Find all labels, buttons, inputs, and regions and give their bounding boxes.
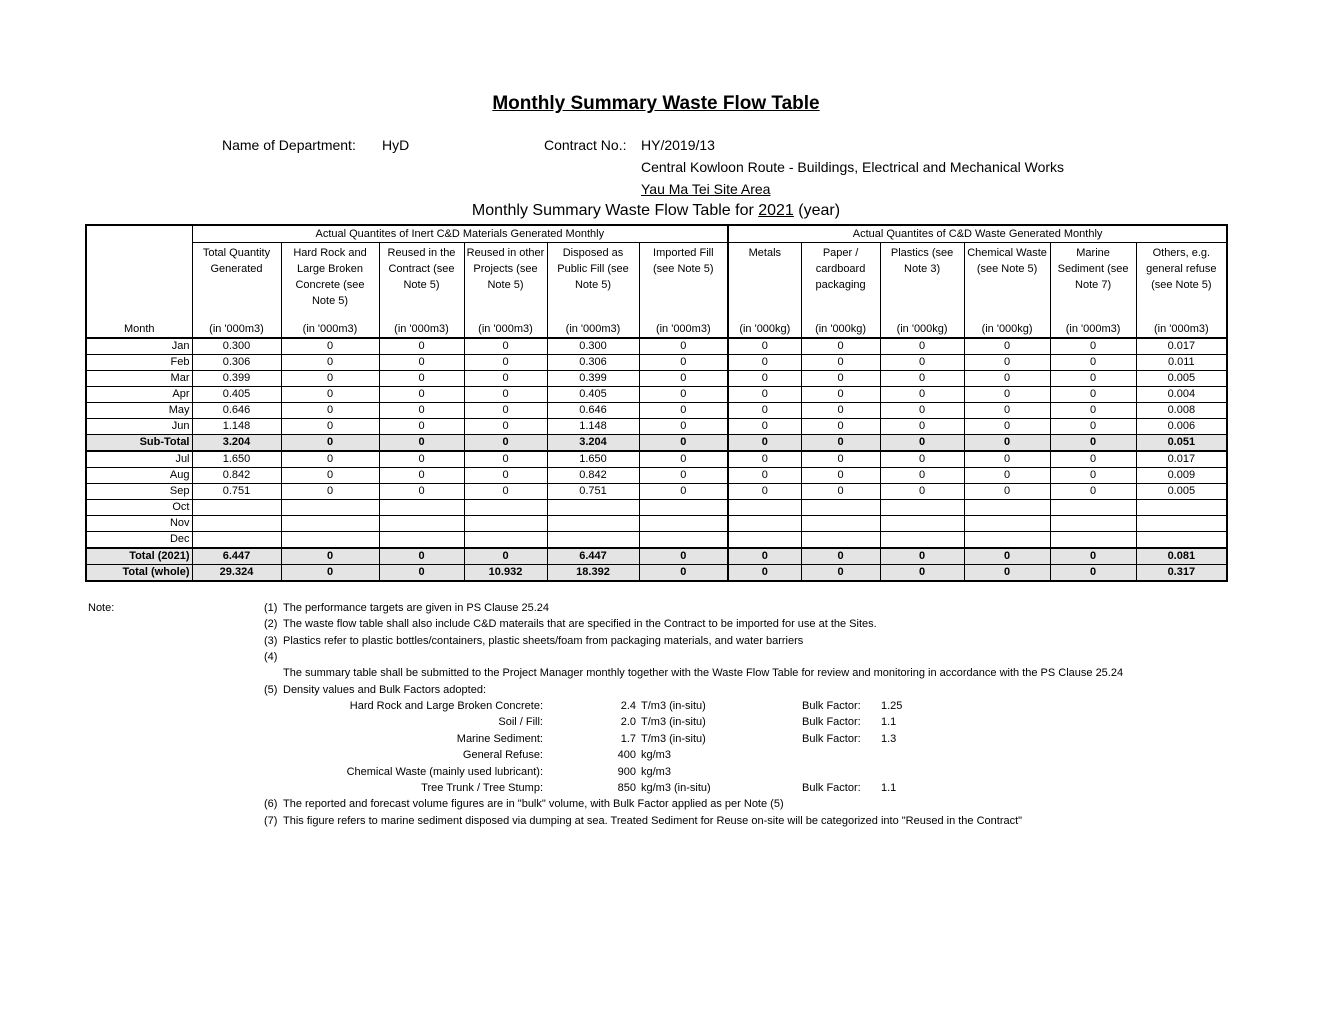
table-cell: 0 xyxy=(801,355,880,371)
table-cell: 0 xyxy=(964,371,1050,387)
subtitle-prefix: Monthly Summary Waste Flow Table for xyxy=(471,202,759,219)
table-cell: 0 xyxy=(880,435,964,452)
note-label: Note: xyxy=(88,602,115,614)
table-cell: 0 xyxy=(639,468,728,484)
table-cell: 0 xyxy=(379,419,464,435)
column-header: Imported Fill (see Note 5) xyxy=(639,243,728,322)
table-cell xyxy=(192,532,281,549)
table-row xyxy=(86,338,1227,355)
table-cell xyxy=(964,532,1050,549)
column-unit: (in '000m3) xyxy=(192,321,281,338)
table-row xyxy=(86,532,1227,549)
table-cell xyxy=(192,500,281,516)
table-cell: 0 xyxy=(964,338,1050,355)
table-cell xyxy=(281,516,379,532)
table-row xyxy=(86,548,1227,565)
group-waste-header: Actual Quantites of C&D Waste Generated Monthly xyxy=(728,225,1227,243)
table-cell: 0 xyxy=(464,355,547,371)
table-cell: 0 xyxy=(281,548,379,565)
table-cell: 0 xyxy=(281,565,379,582)
table-cell: 0 xyxy=(880,565,964,582)
table-cell: 0.005 xyxy=(1136,371,1227,387)
subtitle-year: 2021 xyxy=(758,202,794,219)
table-cell: 0.009 xyxy=(1136,468,1227,484)
table-cell: 0 xyxy=(379,468,464,484)
table-cell: 0 xyxy=(464,403,547,419)
table-cell: 1.148 xyxy=(192,419,281,435)
table-subtitle xyxy=(0,202,1312,220)
month-cell: Apr xyxy=(86,387,192,403)
table-cell: 18.392 xyxy=(547,565,639,582)
table-cell xyxy=(964,500,1050,516)
table-cell: 0 xyxy=(801,548,880,565)
table-cell: 0 xyxy=(728,565,801,582)
bulk-factor-value: 1.3 xyxy=(881,732,897,745)
table-row xyxy=(86,516,1227,532)
table-cell xyxy=(192,516,281,532)
column-header-row xyxy=(86,243,1227,322)
column-header: Reused in other Projects (see Note 5) xyxy=(464,243,547,322)
department-label: Name of Department: xyxy=(222,137,356,153)
table-row xyxy=(86,468,1227,484)
table-cell xyxy=(1050,532,1136,549)
table-cell xyxy=(547,500,639,516)
page-title: Monthly Summary Waste Flow Table xyxy=(492,93,820,114)
table-cell: 0 xyxy=(379,403,464,419)
table-cell xyxy=(379,532,464,549)
column-unit: (in '000m3) xyxy=(379,321,464,338)
month-cell: Oct xyxy=(86,500,192,516)
table-cell: 0 xyxy=(281,468,379,484)
site-line: Yau Ma Tei Site Area xyxy=(641,181,771,197)
table-cell: 0.008 xyxy=(1136,403,1227,419)
table-row xyxy=(86,565,1227,582)
month-cell: Jan xyxy=(86,338,192,355)
column-header: Plastics (see Note 3) xyxy=(880,243,964,322)
table-cell: 0 xyxy=(964,435,1050,452)
table-cell xyxy=(1050,500,1136,516)
note-1-text: The performance targets are given in PS Clause 25.24 xyxy=(283,602,549,614)
table-cell: 0 xyxy=(464,484,547,500)
group-inert-header: Actual Quantites of Inert C&D Materials Generated Monthly xyxy=(192,225,728,243)
table-cell: 0 xyxy=(464,435,547,452)
table-cell: 0 xyxy=(728,435,801,452)
table-row xyxy=(86,419,1227,435)
note-2-text: The waste flow table shall also include C&D materails that are specified in the Contract to be imported for use at the Sites. xyxy=(283,618,877,630)
table-cell: 0 xyxy=(964,451,1050,468)
density-material: General Refuse: xyxy=(462,749,543,762)
table-cell: 0 xyxy=(639,548,728,565)
month-header-cell xyxy=(86,225,192,338)
table-cell: 0.017 xyxy=(1136,451,1227,468)
table-cell: 0 xyxy=(801,419,880,435)
table-cell xyxy=(547,532,639,549)
table-cell: 0 xyxy=(281,419,379,435)
contract-label: Contract No.: xyxy=(544,137,627,153)
note-3-text: Plastics refer to plastic bottles/containers, plastic sheets/foam from packaging materials, and water barriers xyxy=(283,635,804,647)
table-cell: 0 xyxy=(379,451,464,468)
table-row xyxy=(86,371,1227,387)
note-5-text: Density values and Bulk Factors adopted: xyxy=(283,684,487,696)
table-cell: 0 xyxy=(281,387,379,403)
month-cell: Aug xyxy=(86,468,192,484)
column-header: Hard Rock and Large Broken Concrete (see Note 5) xyxy=(281,243,379,322)
table-cell: 0 xyxy=(1050,468,1136,484)
table-cell: 0 xyxy=(379,565,464,582)
subtitle-suffix: (year) xyxy=(793,202,841,219)
table-cell xyxy=(639,500,728,516)
month-cell: Total (whole) xyxy=(86,565,192,582)
bulk-factor-value: 1.1 xyxy=(881,716,897,729)
table-cell xyxy=(880,500,964,516)
density-value: 850 xyxy=(617,782,636,794)
table-cell: 29.324 xyxy=(192,565,281,582)
note-5-number: (5) xyxy=(264,684,278,696)
table-cell: 0 xyxy=(728,387,801,403)
column-header: Metals xyxy=(728,243,801,322)
table-cell: 0 xyxy=(379,484,464,500)
column-unit: (in '000kg) xyxy=(964,321,1050,338)
month-cell: Sep xyxy=(86,484,192,500)
density-material: Tree Trunk / Tree Stump: xyxy=(421,782,543,794)
table-cell: 0 xyxy=(639,451,728,468)
table-cell: 6.447 xyxy=(547,548,639,565)
table-cell: 1.650 xyxy=(192,451,281,468)
table-cell xyxy=(464,516,547,532)
month-cell: May xyxy=(86,403,192,419)
note-6-text: The reported and forecast volume figures are in "bulk" volume, with Bulk Factor applied as per Note (5) xyxy=(283,798,784,810)
month-cell: Jun xyxy=(86,419,192,435)
table-cell: 6.447 xyxy=(192,548,281,565)
table-cell: 0 xyxy=(639,403,728,419)
table-cell: 0.405 xyxy=(192,387,281,403)
density-unit: T/m3 (in-situ) xyxy=(641,732,706,745)
table-cell: 3.204 xyxy=(192,435,281,452)
table-cell xyxy=(1050,516,1136,532)
column-unit: (in '000m3) xyxy=(639,321,728,338)
month-cell: Total (2021) xyxy=(86,548,192,565)
table-cell: 0 xyxy=(281,355,379,371)
bulk-factor-value: 1.25 xyxy=(881,700,903,712)
table-cell: 0 xyxy=(880,468,964,484)
table-cell: 0 xyxy=(728,419,801,435)
bulk-factor-label: Bulk Factor: xyxy=(802,716,861,729)
density-material: Hard Rock and Large Broken Concrete: xyxy=(349,700,543,712)
table-row xyxy=(86,484,1227,500)
table-cell: 0.005 xyxy=(1136,484,1227,500)
project-line: Central Kowloon Route - Buildings, Electrical and Mechanical Works xyxy=(641,159,1065,175)
table-cell: 0 xyxy=(379,338,464,355)
table-cell: 0 xyxy=(1050,451,1136,468)
table-cell: 0.081 xyxy=(1136,548,1227,565)
table-cell: 0 xyxy=(281,451,379,468)
table-cell xyxy=(1136,500,1227,516)
table-cell: 0 xyxy=(281,435,379,452)
column-unit: (in '000m3) xyxy=(547,321,639,338)
table-cell xyxy=(1136,516,1227,532)
table-cell: 0 xyxy=(880,451,964,468)
table-cell: 0 xyxy=(801,451,880,468)
month-cell: Mar xyxy=(86,371,192,387)
table-cell: 0 xyxy=(880,387,964,403)
table-row xyxy=(86,451,1227,468)
month-cell: Feb xyxy=(86,355,192,371)
table-cell: 0.017 xyxy=(1136,338,1227,355)
table-cell: 0.751 xyxy=(192,484,281,500)
table-cell: 0 xyxy=(728,468,801,484)
table-cell: 3.204 xyxy=(547,435,639,452)
department-value: HyD xyxy=(382,137,410,153)
table-cell: 0 xyxy=(728,548,801,565)
table-cell: 1.650 xyxy=(547,451,639,468)
table-cell: 0 xyxy=(801,338,880,355)
table-cell: 1.148 xyxy=(547,419,639,435)
table-cell: 0 xyxy=(801,435,880,452)
note-2-number: (2) xyxy=(264,618,278,630)
density-unit: T/m3 (in-situ) xyxy=(641,700,706,712)
table-cell: 0 xyxy=(801,484,880,500)
table-cell xyxy=(801,532,880,549)
table-cell: 0.646 xyxy=(192,403,281,419)
density-value: 900 xyxy=(617,765,636,778)
column-header: Marine Sediment (see Note 7) xyxy=(1050,243,1136,322)
note-7-number: (7) xyxy=(264,815,278,827)
bulk-factor-label: Bulk Factor: xyxy=(802,782,861,794)
table-cell: 0.405 xyxy=(547,387,639,403)
table-cell: 0 xyxy=(379,371,464,387)
table-cell: 0 xyxy=(880,548,964,565)
density-value: 400 xyxy=(617,749,636,762)
table-cell xyxy=(639,516,728,532)
month-cell: Sub-Total xyxy=(86,435,192,452)
column-header: Chemical Waste (see Note 5) xyxy=(964,243,1050,322)
table-cell: 0.317 xyxy=(1136,565,1227,582)
table-cell: 0 xyxy=(464,419,547,435)
table-cell: 0.051 xyxy=(1136,435,1227,452)
table-cell: 0 xyxy=(801,403,880,419)
column-header: Others, e.g. general refuse (see Note 5) xyxy=(1136,243,1227,322)
table-cell: 0 xyxy=(880,355,964,371)
table-cell: 0 xyxy=(464,338,547,355)
note-1-number: (1) xyxy=(264,602,278,614)
note-6-number: (6) xyxy=(264,798,278,810)
table-cell: 0.399 xyxy=(192,371,281,387)
table-cell: 0 xyxy=(1050,419,1136,435)
table-cell: 0 xyxy=(801,468,880,484)
column-unit: (in '000kg) xyxy=(880,321,964,338)
table-cell: 0 xyxy=(1050,548,1136,565)
column-unit: (in '000m3) xyxy=(1136,321,1227,338)
table-cell: 0 xyxy=(1050,565,1136,582)
table-cell xyxy=(379,516,464,532)
table-row xyxy=(86,435,1227,452)
density-unit: kg/m3 xyxy=(641,749,671,762)
table-cell: 0 xyxy=(464,371,547,387)
table-cell: 0 xyxy=(964,403,1050,419)
table-cell: 0 xyxy=(281,338,379,355)
table-cell: 0 xyxy=(639,338,728,355)
density-unit: T/m3 (in-situ) xyxy=(641,716,706,729)
table-cell: 0.842 xyxy=(547,468,639,484)
column-unit: (in '000m3) xyxy=(1050,321,1136,338)
table-cell: 0 xyxy=(964,355,1050,371)
table-cell: 0 xyxy=(281,484,379,500)
table-cell: 0 xyxy=(880,403,964,419)
column-header: Paper / cardboard packaging xyxy=(801,243,880,322)
table-cell xyxy=(281,532,379,549)
table-row xyxy=(86,500,1227,516)
density-unit: kg/m3 (in-situ) xyxy=(641,782,711,794)
table-cell: 0 xyxy=(1050,387,1136,403)
table-cell: 0.004 xyxy=(1136,387,1227,403)
table-cell xyxy=(728,516,801,532)
column-unit: (in '000m3) xyxy=(281,321,379,338)
table-cell: 0.842 xyxy=(192,468,281,484)
bulk-factor-value: 1.1 xyxy=(881,782,897,794)
table-cell: 0 xyxy=(964,484,1050,500)
table-cell: 0 xyxy=(464,387,547,403)
table-cell: 0 xyxy=(1050,435,1136,452)
table-cell: 0 xyxy=(639,387,728,403)
table-cell: 0 xyxy=(880,338,964,355)
column-header: Disposed as Public Fill (see Note 5) xyxy=(547,243,639,322)
table-row xyxy=(86,355,1227,371)
table-cell: 0 xyxy=(728,338,801,355)
table-cell: 0.306 xyxy=(192,355,281,371)
table-cell: 0 xyxy=(1050,484,1136,500)
table-cell: 0 xyxy=(728,403,801,419)
column-header: Reused in the Contract (see Note 5) xyxy=(379,243,464,322)
column-unit: (in '000m3) xyxy=(464,321,547,338)
table-cell: 0 xyxy=(639,484,728,500)
table-row xyxy=(86,387,1227,403)
table-cell: 0 xyxy=(639,371,728,387)
table-cell: 0 xyxy=(379,548,464,565)
table-cell xyxy=(728,532,801,549)
table-cell xyxy=(379,500,464,516)
table-cell: 0.306 xyxy=(547,355,639,371)
table-cell: 0 xyxy=(964,387,1050,403)
density-material: Chemical Waste (mainly used lubricant): xyxy=(346,765,543,778)
table-cell xyxy=(464,532,547,549)
table-cell xyxy=(880,532,964,549)
waste-flow-table xyxy=(85,224,1228,582)
note-4-number: (4) xyxy=(264,651,278,663)
table-cell: 10.932 xyxy=(464,565,547,582)
density-material: Marine Sediment: xyxy=(456,732,543,745)
density-material: Soil / Fill: xyxy=(498,716,543,729)
table-cell: 0 xyxy=(639,435,728,452)
note-3-number: (3) xyxy=(264,635,278,647)
table-cell: 0.399 xyxy=(547,371,639,387)
table-cell xyxy=(1136,532,1227,549)
table-cell: 0 xyxy=(964,565,1050,582)
table-cell: 0 xyxy=(281,371,379,387)
column-header: Total Quantity Generated xyxy=(192,243,281,322)
month-cell: Jul xyxy=(86,451,192,468)
table-cell: 0 xyxy=(639,355,728,371)
unit-row xyxy=(86,321,1227,338)
table-cell: 0 xyxy=(281,403,379,419)
table-cell: 0 xyxy=(1050,371,1136,387)
table-cell: 0.751 xyxy=(547,484,639,500)
table-cell xyxy=(547,516,639,532)
table-cell: 0 xyxy=(728,371,801,387)
table-cell: 0 xyxy=(379,355,464,371)
table-cell: 0 xyxy=(639,565,728,582)
table-cell: 0 xyxy=(964,468,1050,484)
table-cell: 0.300 xyxy=(547,338,639,355)
table-cell: 0 xyxy=(1050,403,1136,419)
table-cell: 0.300 xyxy=(192,338,281,355)
table-cell: 0 xyxy=(464,548,547,565)
table-cell xyxy=(464,500,547,516)
table-cell xyxy=(801,516,880,532)
table-cell: 0 xyxy=(964,419,1050,435)
month-header: Month xyxy=(123,323,155,335)
table-cell: 0 xyxy=(801,371,880,387)
table-cell xyxy=(728,500,801,516)
table-cell xyxy=(639,532,728,549)
table-cell: 0.646 xyxy=(547,403,639,419)
bulk-factor-label: Bulk Factor: xyxy=(802,732,861,745)
column-unit: (in '000kg) xyxy=(801,321,880,338)
table-cell: 0 xyxy=(728,484,801,500)
table-cell: 0 xyxy=(639,419,728,435)
density-unit: kg/m3 xyxy=(641,765,671,778)
month-cell: Nov xyxy=(86,516,192,532)
bulk-factor-label: Bulk Factor: xyxy=(802,700,861,712)
table-cell: 0 xyxy=(1050,338,1136,355)
density-value: 1.7 xyxy=(620,732,636,745)
month-cell: Dec xyxy=(86,532,192,549)
table-cell: 0 xyxy=(964,548,1050,565)
table-cell: 0 xyxy=(464,451,547,468)
table-cell: 0 xyxy=(880,371,964,387)
density-value: 2.0 xyxy=(620,716,636,729)
column-unit: (in '000kg) xyxy=(728,321,801,338)
table-cell xyxy=(964,516,1050,532)
density-value: 2.4 xyxy=(620,700,636,712)
table-cell: 0 xyxy=(880,484,964,500)
table-cell: 0.011 xyxy=(1136,355,1227,371)
table-cell: 0 xyxy=(379,435,464,452)
note-4-text: The summary table shall be submitted to the Project Manager monthly together with the Waste Flow Table for review and monitoring in accordance with the PS Clause 25.24 xyxy=(283,667,1124,679)
table-cell: 0 xyxy=(379,387,464,403)
table-cell: 0 xyxy=(801,387,880,403)
table-cell xyxy=(801,500,880,516)
table-cell: 0 xyxy=(728,451,801,468)
table-cell: 0 xyxy=(880,419,964,435)
table-cell: 0 xyxy=(464,468,547,484)
table-cell: 0.006 xyxy=(1136,419,1227,435)
table-cell xyxy=(281,500,379,516)
table-cell: 0 xyxy=(728,355,801,371)
contract-value: HY/2019/13 xyxy=(641,137,715,153)
table-cell xyxy=(880,516,964,532)
table-cell: 0 xyxy=(801,565,880,582)
table-row xyxy=(86,403,1227,419)
note-7-text: This figure refers to marine sediment disposed via dumping at sea. Treated Sediment for Reuse on-site will be categorized into "Reused in the Contract" xyxy=(283,815,1023,827)
table-cell: 0 xyxy=(1050,355,1136,371)
